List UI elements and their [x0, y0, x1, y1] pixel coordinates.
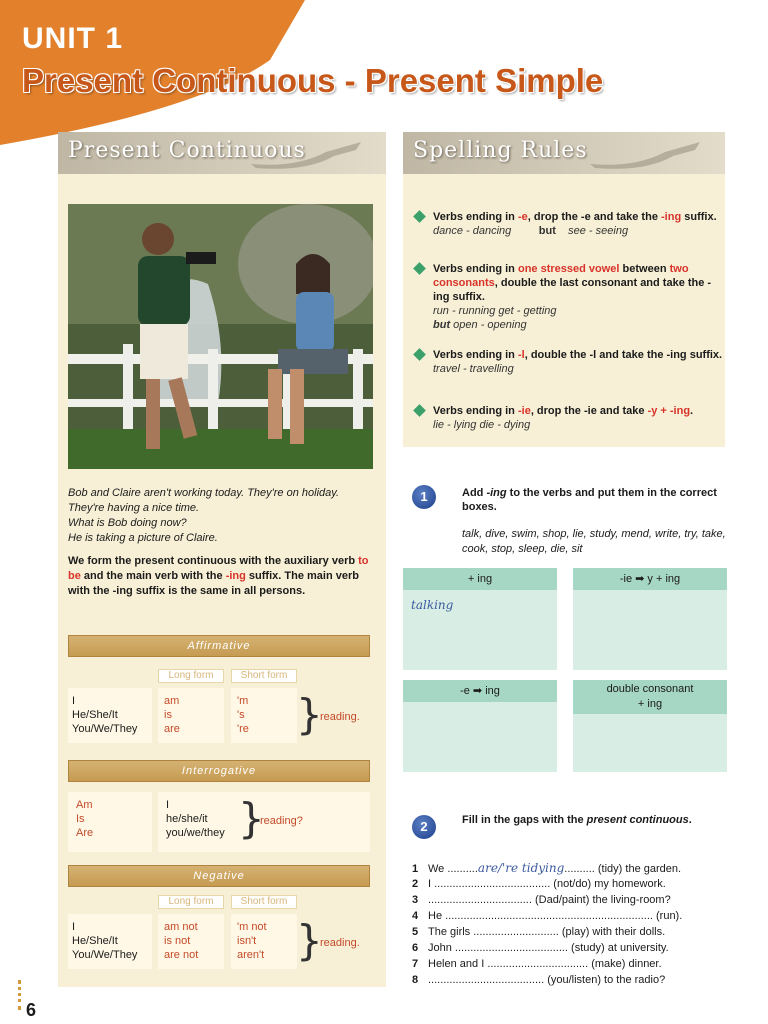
- panel-heading: Present Continuous: [68, 138, 306, 163]
- page-number: 6: [26, 1000, 37, 1020]
- rule-part: , double the last consonant and take the -ing suffix.: [433, 277, 712, 303]
- negative-short: [231, 914, 297, 969]
- gap-line[interactable]: [412, 973, 722, 988]
- rule-highlight: two consonants: [433, 263, 689, 289]
- box-double[interactable]: [573, 714, 727, 772]
- spelling-rule: [415, 348, 725, 376]
- short-form: 's: [237, 709, 245, 721]
- subject: you/we/they: [166, 827, 225, 839]
- rule-highlight: -e: [517, 211, 528, 223]
- line-number: 8: [412, 974, 419, 986]
- rule-part: between: [619, 263, 670, 275]
- brace-icon: }: [296, 690, 323, 739]
- rule-text: We form the present continuous with the auxiliary verb: [68, 555, 359, 567]
- gap-line[interactable]: [412, 957, 722, 972]
- rule-text: and the main verb with the: [80, 570, 226, 582]
- gap-line[interactable]: [412, 877, 722, 892]
- rule-part: suffix.: [681, 211, 717, 223]
- line-pre: He ....................................................................: [428, 910, 653, 922]
- long-form-tag: Long form: [158, 895, 224, 909]
- rule-text: [433, 210, 725, 224]
- box-e-header: -e ➡ ing: [403, 680, 557, 702]
- formation-rule: [68, 554, 378, 599]
- long-form: is: [164, 709, 172, 721]
- holiday-photo: [68, 204, 373, 469]
- aux-verb: Is: [76, 813, 85, 825]
- rule-example: travel - travelling: [433, 363, 514, 375]
- short-form: 'm not: [237, 921, 267, 933]
- line-answer: are/'re tidying: [477, 861, 565, 875]
- bullet-diamond-icon: [413, 348, 426, 361]
- page-title: Present Continuous - Present Simple: [22, 62, 604, 99]
- exercise-2-title: [462, 813, 722, 827]
- gap-line[interactable]: [412, 925, 722, 940]
- box-plus-ing[interactable]: [403, 590, 557, 670]
- line-post: (study) at university.: [568, 942, 669, 954]
- short-form-tag: Short form: [231, 669, 297, 683]
- rule-text: [433, 404, 725, 418]
- line-post: (play) with their dolls.: [558, 926, 666, 938]
- line-pre: ......................................: [428, 974, 545, 986]
- gap-line[interactable]: [412, 941, 722, 956]
- brace-icon: }: [238, 794, 265, 843]
- panel-header: [403, 132, 725, 174]
- rule-highlight: -ing: [661, 211, 682, 223]
- hand-decoration-icon: [246, 138, 366, 170]
- title-part: to the verbs and put them in the correct boxes.: [462, 487, 717, 513]
- rule-part: Verbs ending in: [433, 349, 518, 361]
- spelling-rule: [415, 262, 725, 332]
- line-pre: The girls ............................: [428, 926, 559, 938]
- short-form: 're: [237, 723, 249, 735]
- gap-line[interactable]: [412, 909, 722, 924]
- subject: I: [72, 921, 76, 933]
- answer-talking: talking: [411, 598, 454, 612]
- line-number: 4: [412, 910, 419, 922]
- long-form-tag: Long form: [158, 669, 224, 683]
- long-form: is not: [164, 935, 191, 947]
- gap-line[interactable]: [412, 893, 722, 908]
- line-post: .......... (tidy) the garden.: [564, 863, 682, 875]
- long-form: am: [164, 695, 180, 707]
- box-ie[interactable]: [573, 590, 727, 670]
- box-e[interactable]: [403, 702, 557, 772]
- photo-caption: [68, 486, 378, 546]
- rule-example: run - running get - getting: [433, 305, 557, 317]
- line-number: 6: [412, 942, 419, 954]
- rule-highlight: one stressed vowel: [517, 263, 620, 275]
- present-continuous-panel: [58, 132, 386, 987]
- rule-highlight: -ing: [225, 570, 246, 582]
- page-dots: [18, 980, 21, 1010]
- subject: You/We/They: [72, 723, 138, 735]
- rule-highlight: to be: [68, 555, 369, 582]
- title-part: Fill in the gaps with the: [462, 814, 587, 826]
- negative-subjects: [68, 914, 152, 969]
- subject: You/We/They: [72, 949, 138, 961]
- line-post: (run).: [652, 910, 683, 922]
- affirmative-long: [158, 688, 224, 743]
- verb-reading: reading.: [320, 937, 360, 949]
- line-post: (make) dinner.: [588, 958, 662, 970]
- rule-part: , drop the -e and take the: [527, 211, 661, 223]
- box-double-line: double consonant: [606, 683, 694, 695]
- rule-part: , double the -l and take the -ing suffix.: [524, 349, 723, 361]
- example-text: see - seeing: [568, 225, 629, 237]
- aux-verb: Am: [76, 799, 93, 811]
- rule-part: Verbs ending in: [433, 211, 518, 223]
- caption-line: What is Bob doing now?: [68, 517, 187, 529]
- exercise-1-words: talk, dive, swim, shop, lie, study, mend, write, try, take, cook, stop, sleep, die, sit: [462, 528, 726, 555]
- short-form: aren't: [237, 949, 265, 961]
- rule-example: lie - lying die - dying: [433, 419, 531, 431]
- line-pre: John .....................................: [428, 942, 568, 954]
- spelling-rule: [415, 210, 725, 238]
- example-but: but: [538, 225, 556, 237]
- affirmative-subjects: [68, 688, 152, 743]
- rule-text: suffix. The main verb with the -ing suffix is the same in all persons.: [68, 570, 359, 597]
- box-ie-header: -ie ➡ y + ing: [573, 568, 727, 590]
- exercise-number-1: 1: [412, 485, 436, 509]
- panel-heading: Spelling Rules: [413, 138, 588, 163]
- line-pre: ..................................: [428, 894, 532, 906]
- rule-example: [433, 224, 725, 238]
- box-plus-ing-header: + ing: [403, 568, 557, 590]
- subject: I: [72, 695, 76, 707]
- rule-part: , drop the -ie and take: [530, 405, 648, 417]
- long-form: am not: [164, 921, 198, 933]
- rule-highlight: -y + -ing: [647, 405, 691, 417]
- exercise-1-title: [462, 486, 727, 514]
- spelling-rule: [415, 404, 725, 432]
- short-form: 'm: [237, 695, 249, 707]
- title-em: present continuous: [586, 814, 689, 826]
- bullet-diamond-icon: [413, 210, 426, 223]
- line-number: 5: [412, 926, 419, 938]
- rule-highlight: -ie: [517, 405, 531, 417]
- negative-bar: Negative: [68, 865, 370, 887]
- verb-reading: reading?: [260, 815, 303, 827]
- short-form: isn't: [237, 935, 257, 947]
- short-form-tag: Short form: [231, 895, 297, 909]
- line-pre: We ..........: [428, 863, 478, 875]
- title-em: -ing: [486, 487, 507, 499]
- long-form: are: [164, 723, 180, 735]
- rule-example: [433, 318, 725, 332]
- line-number: 1: [412, 863, 419, 875]
- subject: I: [166, 799, 170, 811]
- rule-part: Verbs ending in: [433, 405, 518, 417]
- subject: he/she/it: [166, 813, 208, 825]
- box-double-header: [573, 680, 727, 714]
- panel-header: [58, 132, 386, 174]
- affirmative-bar: Affirmative: [68, 635, 370, 657]
- title-part: Add: [462, 487, 487, 499]
- spelling-rules-panel: [403, 132, 725, 447]
- caption-line: He is taking a picture of Claire.: [68, 532, 218, 544]
- line-pre: I ......................................: [428, 878, 551, 890]
- line-number: 7: [412, 958, 419, 970]
- line-post: (not/do) my homework.: [550, 878, 666, 890]
- bullet-diamond-icon: [413, 262, 426, 275]
- gap-line[interactable]: [412, 861, 722, 877]
- line-post: (Dad/paint) the living-room?: [531, 894, 671, 906]
- subject: He/She/It: [72, 935, 118, 947]
- aux-verb: Are: [76, 827, 94, 839]
- negative-long: [158, 914, 224, 969]
- affirmative-short: [231, 688, 297, 743]
- line-post: (you/listen) to the radio?: [544, 974, 666, 986]
- example-but: but: [433, 319, 451, 331]
- example-text: open - opening: [453, 319, 527, 331]
- rule-highlight: -l: [517, 349, 525, 361]
- title-part: .: [688, 814, 692, 826]
- rule-part: Verbs ending in: [433, 263, 518, 275]
- subject: He/She/It: [72, 709, 118, 721]
- rule-text: [433, 348, 725, 362]
- line-pre: Helen and I .................................: [428, 958, 589, 970]
- bullet-diamond-icon: [413, 404, 426, 417]
- verb-reading: reading.: [320, 711, 360, 723]
- example-text: dance - dancing: [433, 225, 512, 237]
- interrogative-aux: [68, 792, 152, 852]
- box-double-line: + ing: [637, 698, 663, 710]
- long-form: are not: [164, 949, 199, 961]
- unit-label: UNIT 1: [22, 22, 124, 55]
- exercise-number-2: 2: [412, 815, 436, 839]
- caption-line: Bob and Claire aren't working today. They're on holiday.: [68, 487, 339, 499]
- rule-text: [433, 262, 725, 304]
- line-number: 3: [412, 894, 419, 906]
- hand-decoration-icon: [585, 138, 705, 170]
- interrogative-bar: Interrogative: [68, 760, 370, 782]
- rule-part: .: [690, 405, 694, 417]
- brace-icon: }: [296, 916, 323, 965]
- line-number: 2: [412, 878, 419, 890]
- caption-line: They're having a nice time.: [68, 502, 200, 514]
